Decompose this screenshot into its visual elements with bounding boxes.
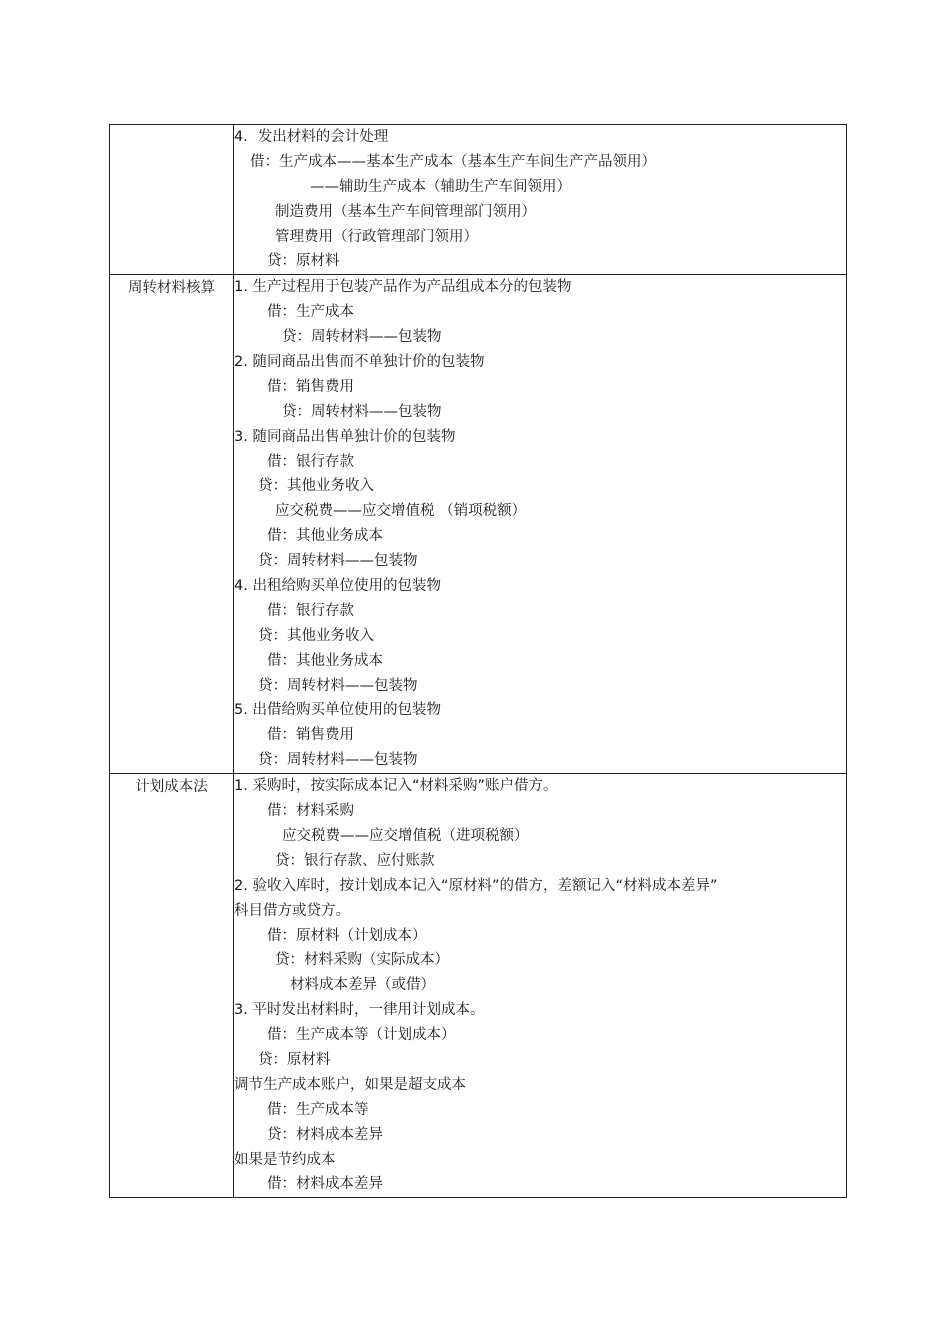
content-line: 材料成本差异（或借） [290,977,435,994]
content-line: 借：销售费用 [267,378,354,395]
content-line: ——辅助生产成本（辅助生产车间领用） [310,178,571,195]
content-line: 应交税费——应交增值税（进项税额） [282,827,529,844]
content-line: 5. 出借给购买单位使用的包装物 [234,702,441,719]
content-line: 2. 随同商品出售而不单独计价的包装物 [234,354,485,371]
content-line: 借：银行存款 [267,453,354,470]
content-line: 贷：周转材料——包装物 [282,329,442,346]
row-label [110,125,233,126]
row-content-cell [234,275,847,774]
content-line: 借：销售费用 [267,727,354,744]
content-line: 借：材料成本差异 [267,1176,383,1193]
content-line: 调节生产成本账户，如果是超支成本 [234,1076,466,1093]
content-line: 借：生产成本等 [267,1101,369,1118]
table-row [110,275,847,774]
row-label-cell [110,125,234,275]
content-line: 贷：其他业务收入 [258,627,374,644]
content-line: 借：银行存款 [267,602,354,619]
content-line: 贷：材料采购（实际成本） [275,952,449,969]
row-label: 周转材料核算 [128,280,215,297]
content-line: 贷：周转材料——包装物 [258,553,418,570]
content-line: 借：其他业务成本 [267,652,383,669]
content-line: 贷：周转材料——包装物 [258,752,418,769]
content-line: 科目借方或贷方。 [234,902,350,919]
content-line: 贷：原材料 [258,1051,331,1068]
row-label: 计划成本法 [135,779,208,796]
table-row [110,774,847,1198]
content-line: 贷：周转材料——包装物 [258,677,418,694]
content-line: 3. 平时发出材料时，一律用计划成本。 [234,1002,485,1019]
content-line: 借：原材料（计划成本） [267,927,427,944]
content-line: 贷：其他业务收入 [258,478,374,495]
content-line: 2. 验收入库时，按计划成本记入“原材料”的借方，差额记入“材料成本差异” [234,877,718,894]
content-line: 应交税费——应交增值税 （销项税额） [275,503,527,520]
content-line: 3. 随同商品出售单独计价的包装物 [234,428,456,445]
content-line: 管理费用（行政管理部门领用） [275,228,478,245]
content-line: 贷：银行存款、应付账款 [275,852,435,869]
content-line: 如果是节约成本 [234,1151,336,1168]
content-line: 4. 出租给购买单位使用的包装物 [234,578,441,595]
content-line: 1. 生产过程用于包装产品作为产品组成本分的包装物 [234,279,572,296]
row-label-cell [110,774,234,1198]
content-line: 贷：周转材料——包装物 [282,403,442,420]
row-label-cell [110,275,234,774]
content-line: 借：材料采购 [267,803,354,820]
content-line: 4．发出材料的会计处理 [234,129,389,145]
content-line: 1. 采购时，按实际成本记入“材料采购”账户借方。 [234,778,558,795]
row-content-cell [234,125,847,275]
content-line: 借：生产成本 [267,304,354,321]
content-line: 制造费用（基本生产车间管理部门领用） [275,203,536,220]
row-content-cell [234,774,847,1198]
content-line: 借：生产成本等（计划成本） [267,1027,456,1044]
table-row [110,125,847,275]
content-line: 借：生产成本——基本生产成本（基本生产车间生产产品领用） [250,153,656,170]
content-line: 贷：材料成本差异 [267,1126,383,1143]
content-line: 借：其他业务成本 [267,528,383,545]
accounting-table [109,124,847,1198]
content-line: 贷：原材料 [267,253,340,270]
